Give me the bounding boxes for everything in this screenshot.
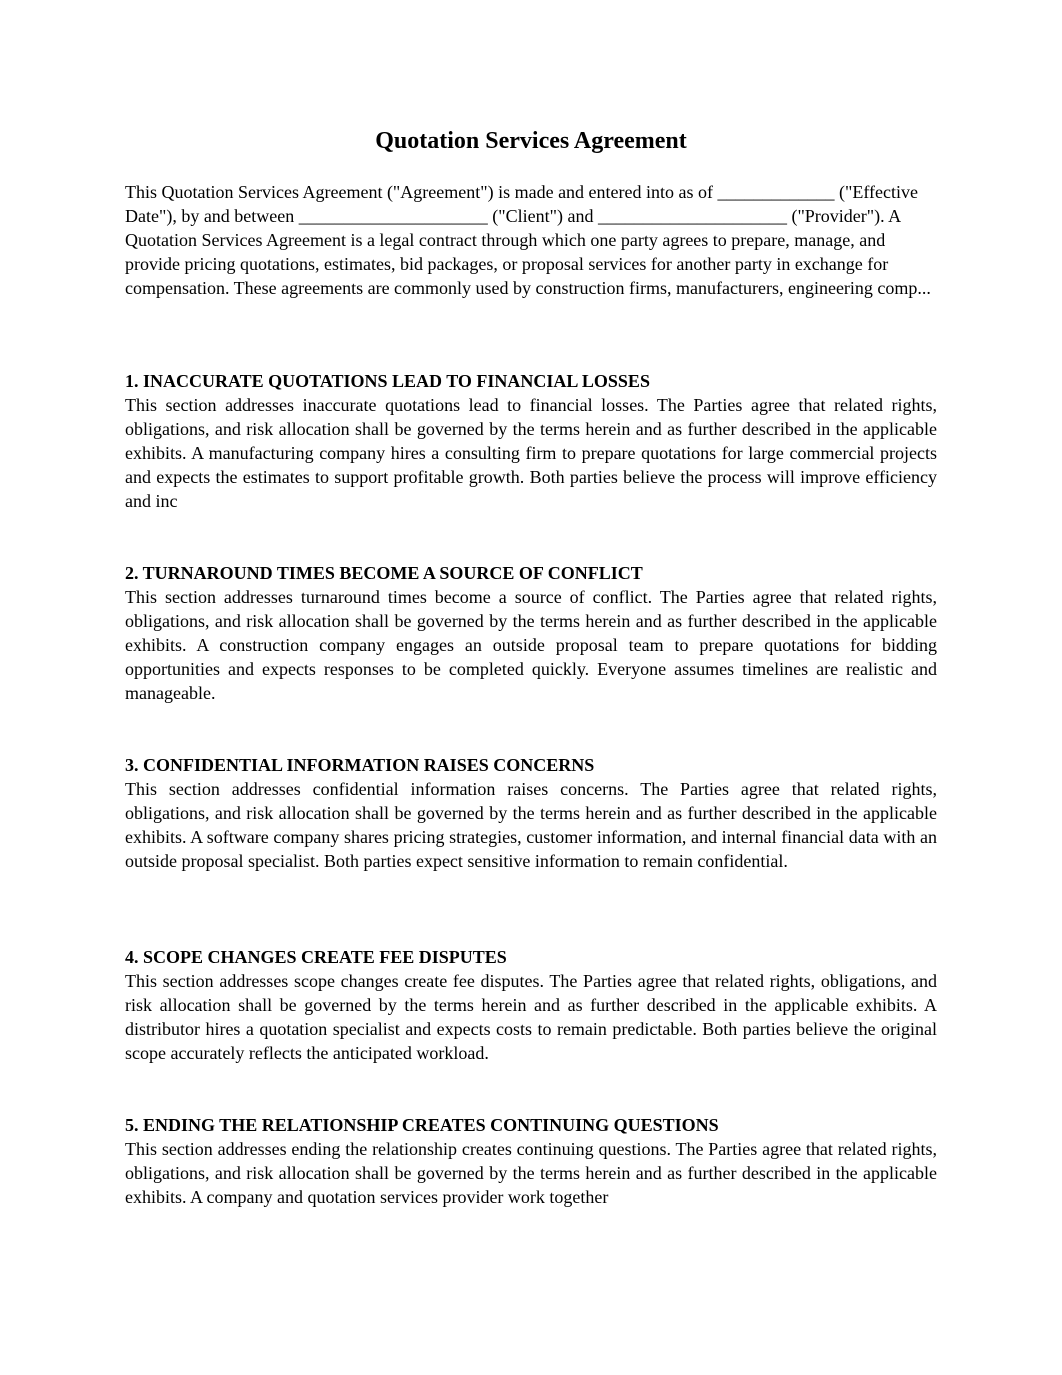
section-2	[125, 561, 937, 705]
section-heading: 4. SCOPE CHANGES CREATE FEE DISPUTES	[125, 947, 507, 967]
section-body: This section addresses ending the relationship creates continuing questions. The Parties agree that related rights, obligations, and risk allocation shall be governed by the terms herein and as further described in the applicable exhibits. A company and quotation services provider work together	[125, 1139, 937, 1207]
section-body: This section addresses scope changes create fee disputes. The Parties agree that related rights, obligations, and risk allocation shall be governed by the terms herein and as further described in the applicable exhibits. A distributor hires a quotation specialist and expects costs to remain predictable. Both parties believe the original scope accurately reflects the anticipated workload.	[125, 971, 937, 1063]
intro-paragraph: This Quotation Services Agreement ("Agreement") is made and entered into as of _____________ ("Effective Date"), by and between _____________________ ("Client") and _____________________ ("Provider"). A Quotation Services Agreement is a legal contract through which one party agrees to prepare, manage, and provide pricing quotations, estimates, bid packages, or proposal services for another party in exchange for compensation. These agreements are commonly used by construction firms, manufacturers, engineering comp...	[125, 182, 931, 298]
section-body: This section addresses confidential information raises concerns. The Parties agree that related rights, obligations, and risk allocation shall be governed by the terms herein and as further described in the applicable exhibits. A software company shares pricing strategies, customer information, and internal financial data with an outside proposal specialist. Both parties expect sensitive information to remain confidential.	[125, 779, 937, 871]
section-body: This section addresses turnaround times become a source of conflict. The Parties agree that related rights, obligations, and risk allocation shall be governed by the terms herein and as further described in the applicable exhibits. A construction company engages an outside proposal team to prepare quotations for bidding opportunities and expects responses to be completed quickly. Everyone assumes timelines are realistic and manageable.	[125, 587, 937, 703]
section-4	[125, 945, 937, 1065]
section-heading: 5. ENDING THE RELATIONSHIP CREATES CONTINUING QUESTIONS	[125, 1115, 719, 1135]
section-heading: 1. INACCURATE QUOTATIONS LEAD TO FINANCIAL LOSSES	[125, 371, 650, 391]
section-1	[125, 369, 937, 513]
section-heading: 2. TURNAROUND TIMES BECOME A SOURCE OF CONFLICT	[125, 563, 643, 583]
section-heading: 3. CONFIDENTIAL INFORMATION RAISES CONCERNS	[125, 755, 595, 775]
section-5	[125, 1113, 937, 1209]
section-body: This section addresses inaccurate quotations lead to financial losses. The Parties agree that related rights, obligations, and risk allocation shall be governed by the terms herein and as further described in the applicable exhibits. A manufacturing company hires a consulting firm to prepare quotations for large commercial projects and expects the estimates to support profitable growth. Both parties believe the process will improve efficiency and inc	[125, 395, 937, 511]
document-title: Quotation Services Agreement	[375, 128, 687, 154]
section-3	[125, 753, 937, 873]
